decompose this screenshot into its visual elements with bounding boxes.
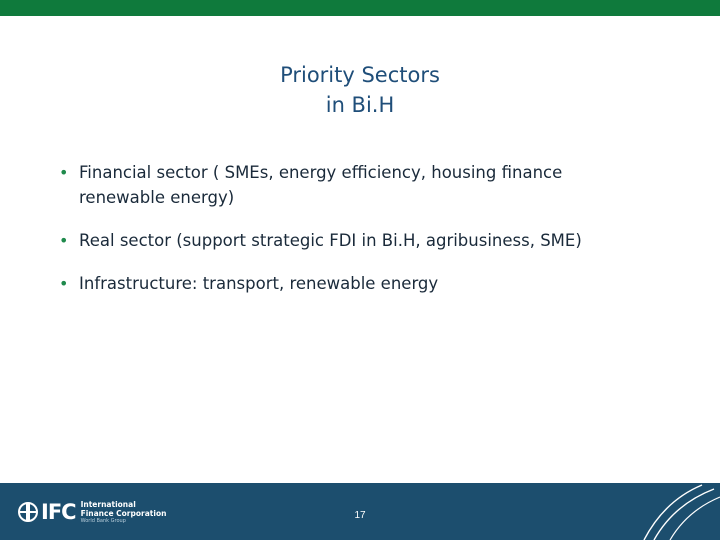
footer-bar xyxy=(0,483,720,540)
slide-title-line-1: Priority Sectors xyxy=(280,63,440,87)
bullet-financial-sector xyxy=(57,160,657,210)
top-accent-bar xyxy=(0,0,720,16)
bullet-text-line: renewable energy) xyxy=(79,188,235,207)
bullet-infrastructure xyxy=(57,271,657,296)
slide-title-line-2: in Bi.H xyxy=(325,93,395,117)
swoosh-lines-icon xyxy=(630,483,720,540)
bullet-text-line: • Financial sector ( SMEs, energy efficiency, housing finance xyxy=(79,163,563,182)
bullet-text-line: • Infrastructure: transport, renewable energy xyxy=(79,274,439,293)
org-name-line-3: World Bank Group xyxy=(80,517,126,524)
bullet-list xyxy=(57,160,657,314)
bullet-real-sector xyxy=(57,228,657,253)
bullet-text-line: • Real sector (support strategic FDI in Bi.H, agribusiness, SME) xyxy=(79,231,582,250)
ifc-logo-text: IFC xyxy=(41,500,76,524)
org-name xyxy=(81,500,167,525)
slide-title xyxy=(0,60,720,120)
org-name-line-2: Finance Corporation xyxy=(80,508,167,518)
page-number: 17 xyxy=(354,510,366,521)
org-name-line-1: International xyxy=(80,499,136,509)
ifc-logo xyxy=(18,499,166,525)
globe-icon xyxy=(18,502,38,522)
